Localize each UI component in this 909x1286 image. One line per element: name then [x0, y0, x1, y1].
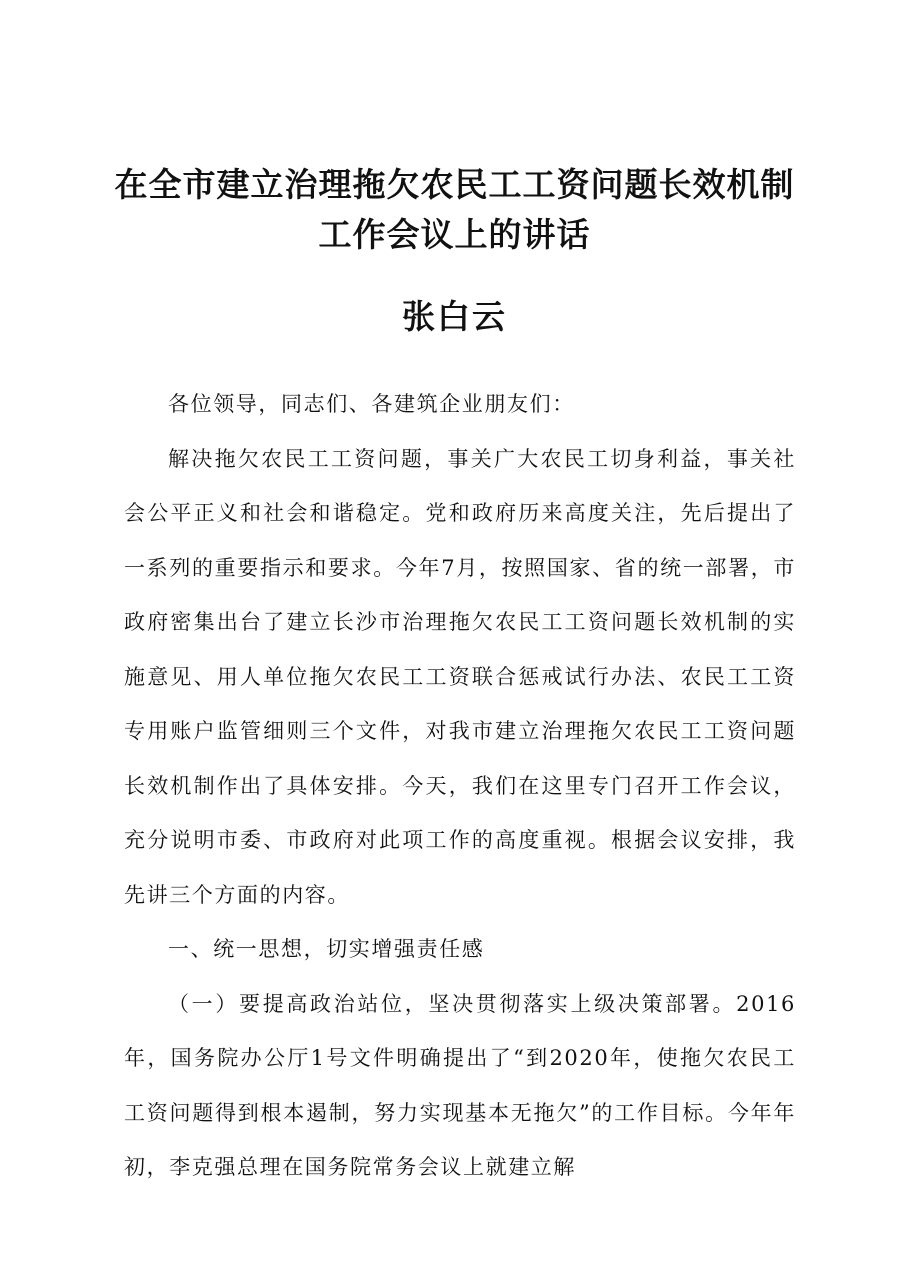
salutation-paragraph: 各位领导，同志们、各建筑企业朋友们： [168, 392, 575, 416]
document-title-line-2: 工作会议上的讲话 [318, 215, 591, 254]
intro-paragraph: 解决拖欠农民工工资问题，事关广大农民工切身利益，事关社会公平正义和社会和谐稳定。党和政府历来高度关注，先后提出了一系列的重要指示和要求。今年7月，按照国家、省的统一部署，市政府密集出台了建立长沙市治理拖欠农民工工资问题长效机制的实施意见、用人单位拖欠农民工工资联合惩戒试行办法、农民工工资专用账户监管细则三个文件，对我市建立治理拖欠农民工工资问题长效机制作出了具体安排。今天，我们在这里专门召开工作会议，充分说明市委、市政府对此项工作的高度重视。根据会议安排，我先讲三个方面的内容。 [124, 446, 796, 907]
author-name: 张白云 [402, 297, 507, 336]
section-heading-1: 一、统一思想，切实增强责任感 [168, 937, 485, 961]
subsection-paragraph-1: （一）要提高政治站位，坚决贯彻落实上级决策部署。2016年，国务院办公厅1号文件明确提出了“到2020年，使拖欠农民工工资问题得到根本遏制，努力实现基本无拖欠”的工作目标。今年年初，李克强总理在国务院常务会议上就建立解 [124, 991, 796, 1179]
document-body [124, 377, 796, 1195]
document-title-line-1: 在全市建立治理拖欠农民工工资问题长效机制 [114, 165, 795, 204]
